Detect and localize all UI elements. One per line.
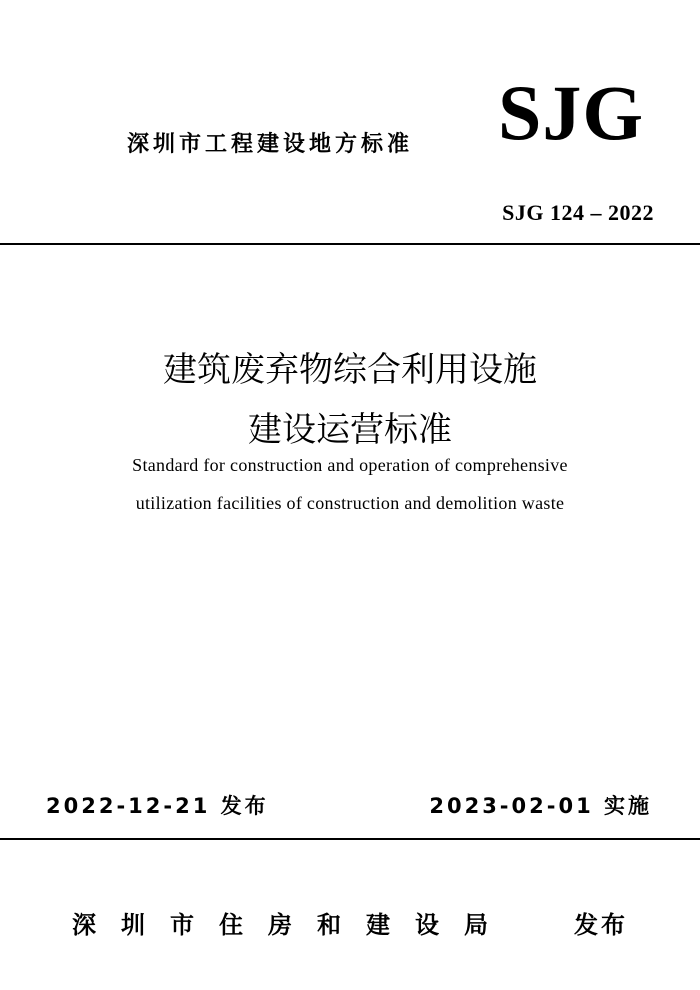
implementation-date: 2023-02-01 实施 <box>429 794 652 818</box>
publish-label: 发布 <box>574 911 628 939</box>
title-en-line-1: Standard for construction and operation of comprehensive <box>132 455 568 475</box>
publisher: 深圳市住房和建设局 <box>72 911 513 939</box>
title-cn-line-1: 建筑废弃物综合利用设施 <box>163 350 537 390</box>
issue-date: 2022-12-21 发布 <box>46 794 269 818</box>
standard-series: 深圳市工程建设地方标准 <box>127 132 414 157</box>
title-cn-line-2: 建设运营标准 <box>248 410 452 450</box>
top-divider <box>0 243 700 245</box>
title-en-line-2: utilization facilities of construction and demolition waste <box>135 493 565 513</box>
sjg-logo: SJG <box>498 69 645 156</box>
standard-number: SJG 124 – 2022 <box>502 200 654 225</box>
bottom-divider <box>0 838 700 840</box>
